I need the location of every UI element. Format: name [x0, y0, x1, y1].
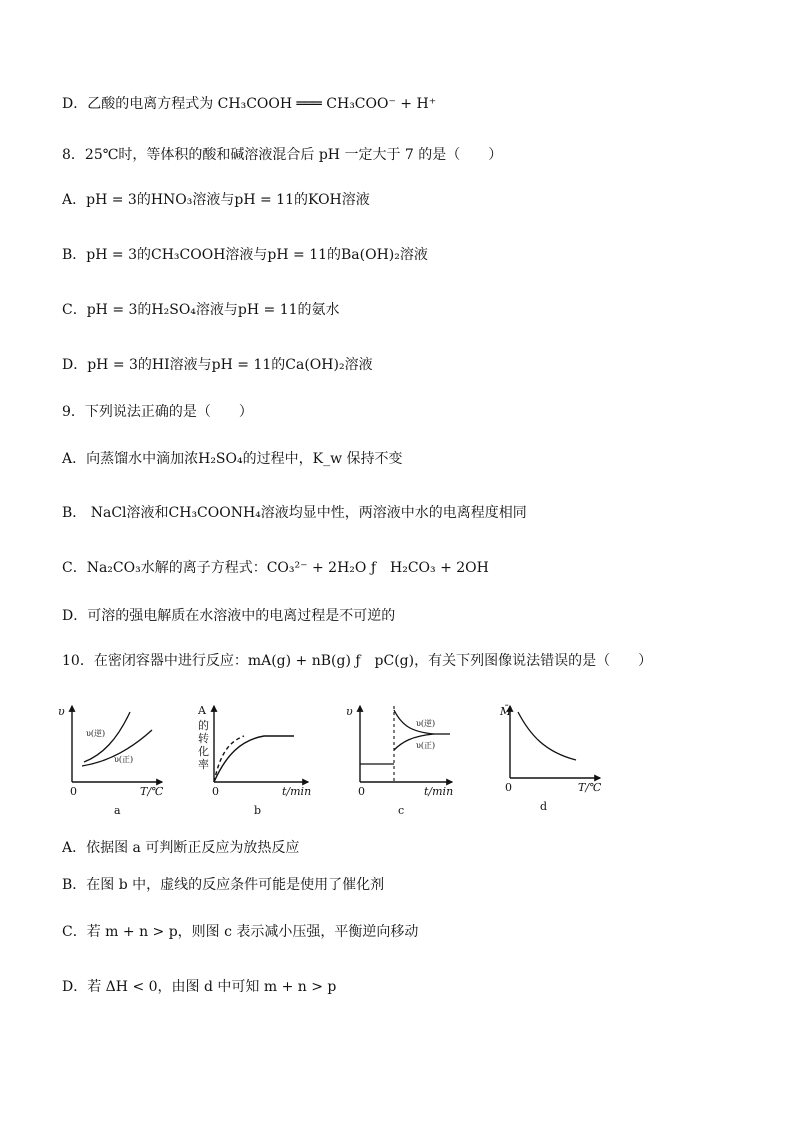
- figure-b-ylabel-4: 化: [198, 745, 209, 758]
- q10-option-a: A．依据图 a 可判断正反应为放热反应: [62, 840, 300, 856]
- figure-c-curve2-label: υ(正): [416, 741, 436, 750]
- figure-d-xaxis-label: T/℃: [578, 781, 602, 794]
- figure-a-curve2-label: υ(正): [114, 755, 134, 764]
- figure-d-origin: 0: [505, 781, 512, 794]
- figure-a-curve1-label: υ(逆): [86, 729, 106, 738]
- q7-option-d: D．乙酸的电离方程式为 CH₃COOH ═══ CH₃COO⁻ + H⁺: [62, 96, 437, 112]
- q8-stem: 8．25℃时，等体积的酸和碱溶液混合后 pH 一定大于 7 的是（ ）: [62, 147, 503, 163]
- figure-b-origin: 0: [212, 785, 219, 798]
- figure-a-y-label: υ: [58, 705, 65, 718]
- figure-b-xaxis-label: t/min: [282, 785, 312, 798]
- q10-option-c: C．若 m + n > p，则图 c 表示减小压强，平衡逆向移动: [62, 924, 419, 940]
- figure-d-y-label: M̄: [500, 705, 512, 718]
- figure-b-ylabel-1: A: [198, 704, 206, 717]
- figure-d-caption: d: [540, 800, 548, 813]
- q9-option-d: D．可溶的强电解质在水溶液中的电离过程是不可逆的: [62, 608, 396, 624]
- q8-option-c: C．pH = 3的H₂SO₄溶液与pH = 11的氨水: [62, 302, 340, 318]
- figure-b-solid-curve: [214, 736, 294, 782]
- figure-c-caption: c: [398, 804, 405, 817]
- figure-a-xaxis-label: T/℃: [140, 785, 164, 798]
- figure-c-y-label: υ: [346, 705, 353, 718]
- figure-b-caption: b: [254, 804, 262, 817]
- figure-a-origin: 0: [70, 785, 77, 798]
- q10-option-d: D．若 ΔH < 0，由图 d 中可知 m + n > p: [62, 979, 337, 995]
- q8-option-b: B．pH = 3的CH₃COOH溶液与pH = 11的Ba(OH)₂溶液: [62, 247, 428, 263]
- figure-c-origin: 0: [358, 785, 365, 798]
- figure-b-ylabel-5: 率: [198, 758, 209, 771]
- figure-c-xaxis-label: t/min: [424, 785, 454, 798]
- figure-b-ylabel-2: 的: [198, 719, 209, 732]
- figure-b-ylabel-3: 转: [198, 732, 209, 745]
- figure-c-curve1-label: υ(逆): [416, 719, 436, 728]
- figure-a-caption: a: [114, 804, 121, 817]
- q9-option-b: B． NaCl溶液和CH₃COONH₄溶液均显中性，两溶液中水的电离程度相同: [62, 505, 527, 521]
- q8-option-d: D．pH = 3的HI溶液与pH = 11的Ca(OH)₂溶液: [62, 357, 373, 373]
- q9-option-c: C．Na₂CO₃水解的离子方程式：CO₃²⁻ + 2H₂O ƒ H₂CO₃ + 2OH: [62, 560, 489, 576]
- q9-option-a: A．向蒸馏水中滴加浓H₂SO₄的过程中，K_w 保持不变: [62, 451, 403, 467]
- q9-stem: 9．下列说法正确的是（ ）: [62, 404, 253, 420]
- figure-d-curve: [518, 712, 576, 760]
- q8-option-a: A．pH = 3的HNO₃溶液与pH = 11的KOH溶液: [62, 192, 370, 208]
- q10-option-b: B．在图 b 中，虚线的反应条件可能是使用了催化剂: [62, 877, 385, 893]
- q10-stem: 10．在密闭容器中进行反应：mA(g) + nB(g) ƒ pC(g)，有关下列图像说法错误的是（ ）: [62, 653, 653, 669]
- figure-b-dashed-curve: [214, 736, 244, 782]
